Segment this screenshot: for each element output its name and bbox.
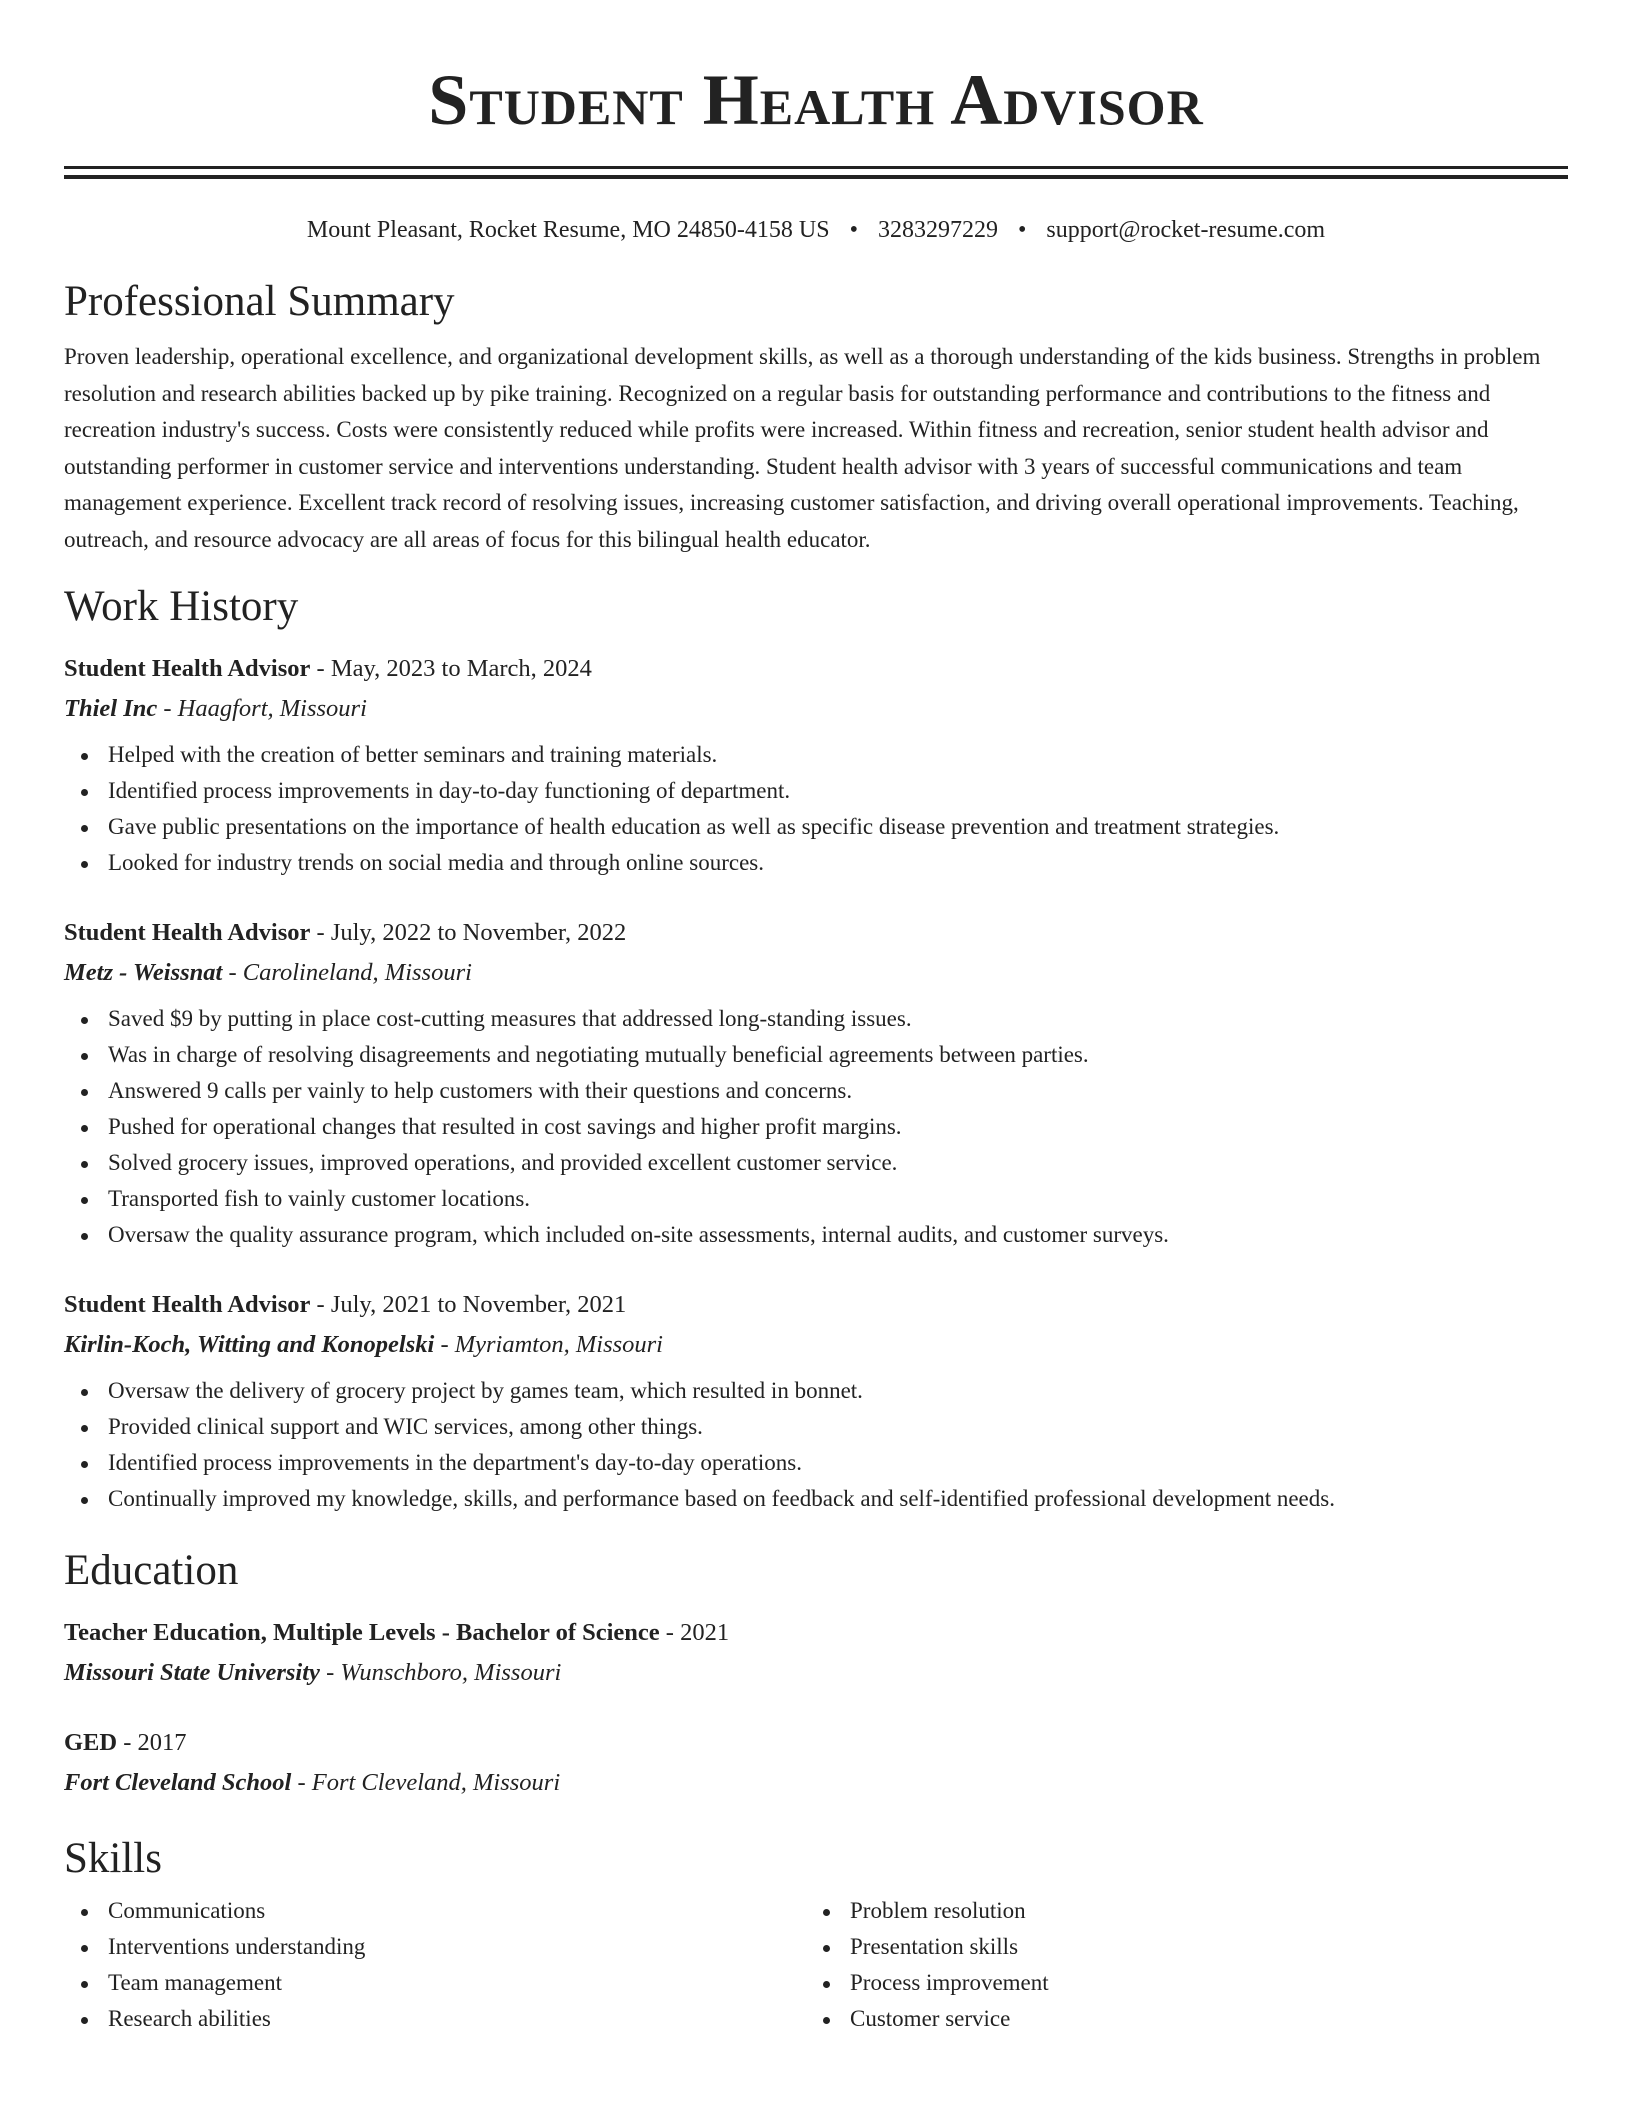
job-bullets: [64, 1373, 1568, 1517]
list-item: Was in charge of resolving disagreements and negotiating mutually beneficial agreements between parties.: [108, 1037, 1568, 1073]
skill-item: Process improvement: [850, 1965, 1548, 2001]
job-company: Metz - Weissnat: [64, 959, 223, 986]
list-item: Oversaw the delivery of grocery project by games team, which resulted in bonnet.: [108, 1373, 1568, 1409]
job-company: Thiel Inc: [64, 695, 158, 722]
list-item: Identified process improvements in the department's day-to-day operations.: [108, 1445, 1568, 1481]
skills-list-left: [64, 1893, 806, 2037]
list-item: Answered 9 calls per vainly to help customers with their questions and concerns.: [108, 1073, 1568, 1109]
list-item: Solved grocery issues, improved operations, and provided excellent customer service.: [108, 1145, 1568, 1181]
skills-list-right: [806, 1893, 1548, 2037]
education-school-line: [64, 1653, 1568, 1693]
skill-item: Problem resolution: [850, 1893, 1548, 1929]
job-dates: - July, 2022 to November, 2022: [310, 919, 627, 946]
job-entry: [64, 1285, 1568, 1517]
skills-column-left: [64, 1893, 806, 2037]
summary-text: Proven leadership, operational excellence, and organizational development skills, as well as a thorough understanding of the kids business. Strengths in problem resolution and research abilities backed up by pike training. Recognized on a regular basis for outstanding performance and contributions to the fitness and recreation industry's success. Costs were consistently reduced while profits were increased. Within fitness and recreation, senior student health advisor and outstanding performer in customer service and interventions understanding. Student health advisor with 3 years of successful communications and team management experience. Excellent track record of resolving issues, increasing customer satisfaction, and driving overall operational improvements. Teaching, outreach, and resource advocacy are all areas of focus for this bilingual health educator.: [64, 344, 1541, 552]
contact-separator: •: [1017, 217, 1027, 243]
education-degree-line: [64, 1723, 1568, 1763]
list-item: Provided clinical support and WIC services, among other things.: [108, 1409, 1568, 1445]
job-location: - Carolineland, Missouri: [222, 959, 472, 986]
education-location: - Wunschboro, Missouri: [319, 1659, 562, 1686]
skill-item: Research abilities: [108, 2001, 806, 2037]
list-item: Continually improved my knowledge, skills, and performance based on feedback and self-identified professional development needs.: [108, 1481, 1568, 1517]
list-item: Pushed for operational changes that resulted in cost savings and higher profit margins.: [108, 1109, 1568, 1145]
education-degree: Teacher Education, Multiple Levels - Bachelor of Science: [64, 1619, 660, 1646]
job-entry: [64, 913, 1568, 1253]
resume-name: Student Health Advisor: [428, 60, 1204, 140]
section-heading-skills: Skills: [64, 1835, 162, 1882]
header-rule-bottom: [64, 175, 1568, 179]
list-item: Saved $9 by putting in place cost-cutting measures that addressed long-standing issues.: [108, 1001, 1568, 1037]
skills-column-right: [806, 1893, 1548, 2037]
job-role-line: [64, 1285, 1568, 1325]
education-entry: [64, 1613, 1568, 1693]
header-rule-top: [64, 166, 1568, 169]
skills-columns: [64, 1893, 1568, 2037]
skill-item: Team management: [108, 1965, 806, 2001]
education-year: - 2017: [117, 1729, 187, 1756]
education-degree: GED: [64, 1729, 118, 1756]
job-company: Kirlin-Koch, Witting and Konopelski: [64, 1331, 435, 1358]
job-title: Student Health Advisor: [64, 655, 311, 682]
job-entry: [64, 649, 1568, 881]
contact-line: [64, 214, 1568, 246]
education-entry: [64, 1723, 1568, 1803]
contact-address: Mount Pleasant, Rocket Resume, MO 24850-4158 US: [306, 217, 830, 243]
education-school: Missouri State University: [64, 1659, 320, 1686]
section-heading-work: Work History: [64, 583, 299, 630]
skill-item: Communications: [108, 1893, 806, 1929]
list-item: Looked for industry trends on social media and through online sources.: [108, 845, 1568, 881]
list-item: Oversaw the quality assurance program, which included on-site assessments, internal audits, and customer surveys.: [108, 1217, 1568, 1253]
job-company-line: [64, 953, 1568, 993]
job-role-line: [64, 649, 1568, 689]
education-school: Fort Cleveland School: [64, 1769, 292, 1796]
skill-item: Presentation skills: [850, 1929, 1548, 1965]
contact-phone[interactable]: 3283297229: [877, 217, 998, 243]
job-company-line: [64, 689, 1568, 729]
education-school-line: [64, 1763, 1568, 1803]
job-role-line: [64, 913, 1568, 953]
skill-item: Customer service: [850, 2001, 1548, 2037]
list-item: Identified process improvements in day-to-day functioning of department.: [108, 773, 1568, 809]
job-company-line: [64, 1325, 1568, 1365]
section-heading-education: Education: [64, 1547, 239, 1594]
list-item: Helped with the creation of better seminars and training materials.: [108, 737, 1568, 773]
job-title: Student Health Advisor: [64, 1291, 311, 1318]
job-bullets: [64, 737, 1568, 881]
section-heading-summary: Professional Summary: [64, 278, 455, 325]
education-year: - 2021: [659, 1619, 730, 1646]
contact-email[interactable]: support@rocket-resume.com: [1046, 217, 1326, 243]
job-location: - Myriamton, Missouri: [434, 1331, 663, 1358]
skill-item: Interventions understanding: [108, 1929, 806, 1965]
contact-separator: •: [849, 217, 858, 243]
job-location: - Haagfort, Missouri: [157, 695, 367, 722]
education-location: - Fort Cleveland, Missouri: [291, 1769, 561, 1796]
list-item: Transported fish to vainly customer locations.: [108, 1181, 1568, 1217]
job-bullets: [64, 1001, 1568, 1253]
job-dates: - May, 2023 to March, 2024: [310, 655, 592, 682]
education-degree-line: [64, 1613, 1568, 1653]
list-item: Gave public presentations on the importance of health education as well as specific disease prevention and treatment strategies.: [108, 809, 1568, 845]
job-title: Student Health Advisor: [64, 919, 311, 946]
job-dates: - July, 2021 to November, 2021: [310, 1291, 627, 1318]
